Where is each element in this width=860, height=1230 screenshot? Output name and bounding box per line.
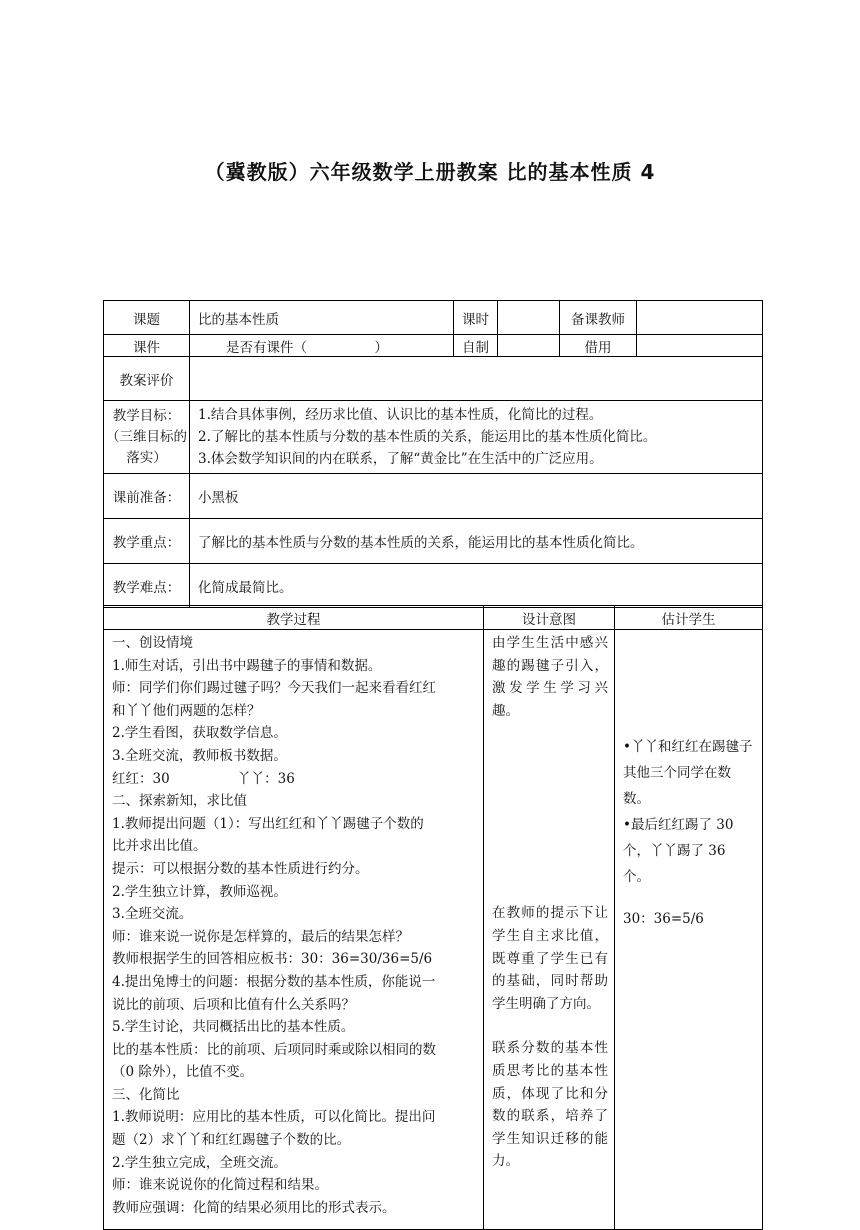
process-line: 教师应强调：化简的结果必须用比的形式表示。 [112,1199,396,1216]
lesson-info-table [103,300,763,608]
self-made-value [498,335,560,357]
process-line: 3.全班交流，教师板书数据。 [112,747,287,764]
process-line: 1.师生对话，引出书中踢毽子的事情和数据。 [112,657,382,674]
process-line: 一、创设情境 [112,635,193,651]
goal-item: 2.了解比的基本性质与分数的基本性质的关系，能运用比的基本性质化简比。 [198,429,657,445]
process-line: 2.学生看图，获取数学信息。 [112,725,287,742]
process-line: 师：谁来说一说你是怎样算的，最后的结果怎样？ [112,928,409,945]
process-line: 师：谁来说说你的化简过程和结果。 [112,1177,328,1194]
period-label: 课时 [454,301,498,335]
process-line: 师：同学们你们踢过毽子吗？今天我们一起来看看红红 [112,680,436,697]
intent-content [484,630,615,1230]
process-line: 三、化简比 [112,1086,180,1103]
estimate-paragraph: •最后红红踢了 30 个，丫丫踢了 36 个。 [623,817,734,885]
process-line: 1.教师说明：应用比的基本性质，可以化简比。提出问 [112,1109,436,1126]
process-line: 比的基本性质：比的前项、后项同时乘或除以相同的数 [112,1041,436,1058]
estimate-header: 估计学生 [615,606,763,630]
intent-header: 设计意图 [484,606,615,630]
difficulty-value: 化简成最简比。 [190,564,763,608]
intent-paragraph: 联系分数的基本性质思考比的基本性质，体现了比和分数的联系，培养了学生知识迁移的能力。 [492,1040,608,1170]
process-line: 和丫丫他们两题的怎样？ [112,702,261,719]
intent-paragraph: 在教师的提示下让学生自主求比值，既尊重了学生已有的基础，同时帮助学生明确了方向。 [492,905,608,1012]
teaching-process-table [103,605,763,1230]
prep-label: 课前准备： [104,474,190,519]
goals-list [190,401,763,474]
evaluation-label: 教案评价 [104,357,190,401]
document-title: （冀教版）六年级数学上册教案 比的基本性质 4 [204,160,656,184]
process-line: 提示：可以根据分数的基本性质进行约分。 [112,860,369,877]
process-line: 5.学生讨论，共同概括出比的基本性质。 [112,1019,355,1036]
goal-item: 3.体会数学知识间的内在联系，了解“黄金比”在生活中的广泛应用。 [198,451,603,467]
goal-item: 1.结合具体事例，经历求比值、认识比的基本性质，化简比的过程。 [198,407,603,423]
borrow-value [637,335,763,357]
prep-value: 小黑板 [190,474,763,519]
estimate-paragraph: •丫丫和红红在踢毽子其他三个同学在数数。 [623,739,753,807]
process-line: 3.全班交流。 [112,906,193,923]
self-made-label: 自制 [454,335,498,357]
process-line: 红红：30 丫丫：36 [112,770,295,787]
topic-label: 课题 [104,301,190,335]
process-header: 教学过程 [104,606,484,630]
process-line: 2.学生独立完成，全班交流。 [112,1154,287,1171]
difficulty-label: 教学难点： [104,564,190,608]
borrow-label: 借用 [560,335,637,357]
teacher-label: 备课教师 [560,301,637,335]
period-value [498,301,560,335]
courseware-value: 是否有课件（ ） [190,335,454,357]
goals-label: 教学目标：（三维目标的落实） [104,401,190,474]
topic-value: 比的基本性质 [190,301,454,335]
process-line: 2.学生独立计算，教师巡视。 [112,883,287,900]
process-line: （0 除外），比值不变。 [112,1064,254,1081]
process-line: 比并求出比值。 [112,838,207,855]
process-content [104,630,484,1230]
process-line: 题（2）求丫丫和红红踢毽子个数的比。 [112,1132,351,1149]
key-point-value: 了解比的基本性质与分数的基本性质的关系，能运用比的基本性质化简比。 [190,519,763,564]
estimate-content [615,630,763,1230]
intent-paragraph: 由学生生活中感兴趣的踢毽子引入，激发学生学习兴趣。 [492,635,608,719]
courseware-label: 课件 [104,335,190,357]
teacher-value [637,301,763,335]
key-point-label: 教学重点： [104,519,190,564]
process-line: 二、探索新知，求比值 [112,793,247,810]
process-line: 说比的前项、后项和比值有什么关系吗？ [112,996,355,1013]
process-line: 4.提出兔博士的问题：根据分数的基本性质，你能说一 [112,973,436,990]
process-line: 教师根据学生的回答相应板书：30：36=30/36=5/6 [112,951,433,968]
process-line: 1.教师提出问题（1）：写出红红和丫丫踢毽子个数的 [112,815,424,832]
estimate-paragraph: 30：36=5/6 [623,911,704,927]
evaluation-value [190,357,763,401]
